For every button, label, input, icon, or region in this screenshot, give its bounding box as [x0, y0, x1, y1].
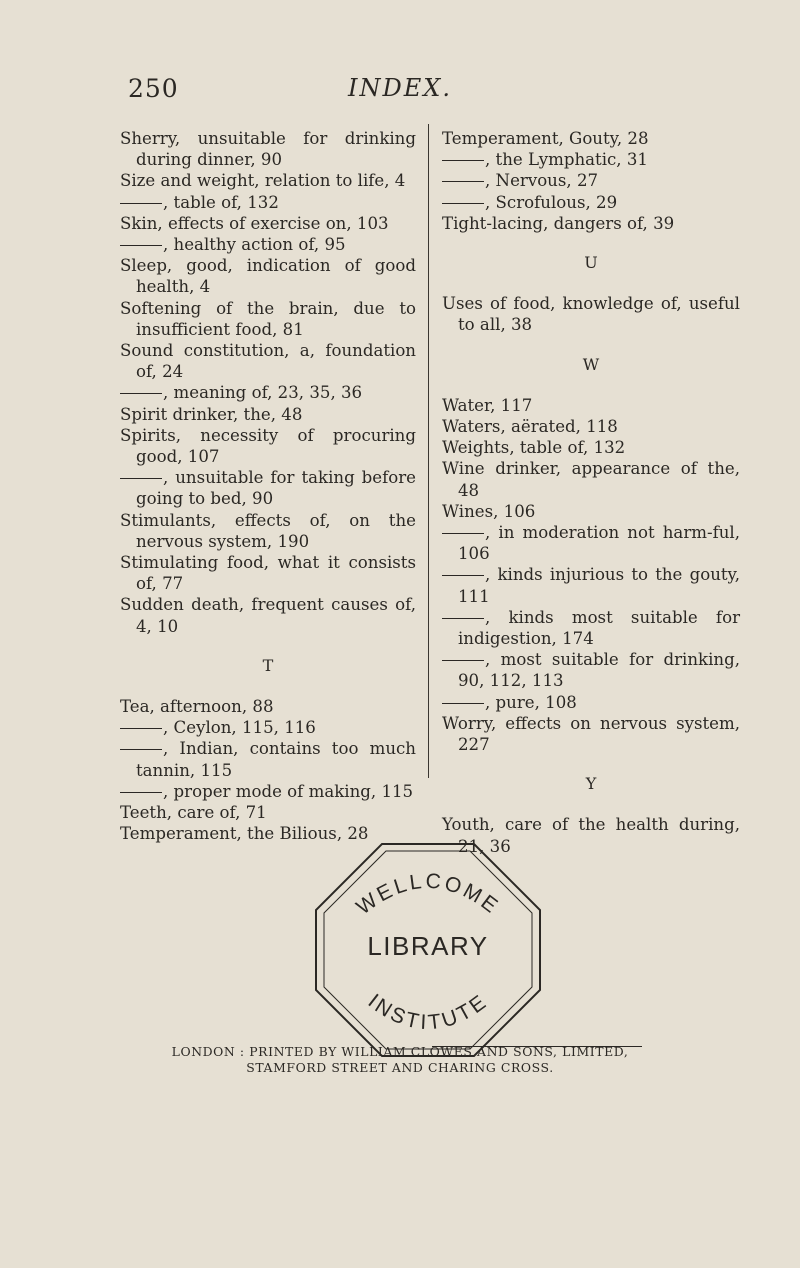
section-letter: U — [584, 253, 598, 273]
index-entry: Temperament, Gouty, 28 — [442, 129, 649, 148]
index-entry: Tea, afternoon, 88 — [120, 697, 274, 717]
stamp-bottom-arc-text: INSTITUTE — [363, 989, 493, 1035]
index-subentry: , meaning of, 23, 35, 36 — [120, 382, 416, 403]
index-entry: Weights, table of, 132 — [442, 438, 626, 458]
imprint-line-1: LONDON : PRINTED BY WILLIAM CLOWES AND SONS, LIMITED, — [171, 1044, 629, 1059]
index-entry: Stimulants, effects of, on the nervous system, 190 — [120, 510, 416, 551]
column-divider — [428, 124, 429, 778]
index-subentry: , Ceylon, 115, 116 — [120, 717, 416, 738]
index-entry: Wine drinker, appearance of the, 48 — [442, 459, 740, 500]
index-subentry: , pure, 108 — [442, 692, 740, 713]
index-entry: Sleep, good, indication of good health, 4 — [120, 256, 416, 297]
index-subentry: , Nervous, 27 — [442, 170, 740, 191]
index-entry: Teeth, care of, 71 — [120, 803, 267, 823]
index-entry: Softening of the brain, due to insufficient food, 81 — [120, 298, 416, 339]
index-entry: Uses of food, knowledge of, useful to all, 38 — [442, 294, 740, 335]
index-entry: Waters, aërated, 118 — [442, 417, 618, 437]
library-stamp — [308, 838, 548, 1062]
index-subentry: , kinds most suitable for indigestion, 174 — [442, 607, 740, 649]
section-letter: Y — [585, 774, 597, 794]
index-entry: Tight-lacing, dangers of, 39 — [442, 213, 675, 233]
index-subentry: , kinds injurious to the gouty, 111 — [442, 564, 740, 606]
index-entry: Temperament, the Bilious, 28 — [120, 824, 369, 844]
index-entry: Sound constitution, a, foundation of, 24 — [120, 341, 416, 382]
index-subentry: , in moderation not harm-ful, 106 — [442, 522, 740, 564]
index-entry: Youth, care of the health during, 21, 36 — [442, 815, 740, 856]
index-entry: Wines, 106 — [442, 501, 536, 521]
page-header — [0, 74, 800, 114]
index-entry: Spirits, necessity of procuring good, 107 — [120, 425, 416, 467]
index-entry: Water, 117 — [442, 395, 533, 415]
index-entry: Sudden death, frequent causes of, 4, 10 — [120, 595, 416, 636]
index-subentry: , Scrofulous, 29 — [442, 192, 740, 213]
index-entry: Skin, effects of exercise on, 103 — [120, 213, 389, 233]
index-entry: Worry, effects on nervous system, 227 — [442, 713, 740, 755]
index-subentry: , proper mode of making, 115 — [120, 781, 416, 802]
index-subentry: , the Lymphatic, 31 — [442, 149, 740, 170]
running-title: INDEX. — [348, 74, 452, 102]
page-number: 250 — [128, 74, 179, 103]
imprint-line-2: STAMFORD STREET AND CHARING CROSS. — [246, 1060, 554, 1075]
index-subentry: , healthy action of, 95 — [120, 234, 416, 255]
index-subentry: , most suitable for drinking, 90, 112, 113 — [442, 649, 740, 691]
section-letter: T — [262, 655, 274, 675]
index-subentry: , unsuitable for taking before going to bed, 90 — [120, 467, 416, 509]
section-letter: W — [582, 354, 600, 374]
stamp-top-arc-text: WELLCOME — [352, 869, 504, 920]
index-entry: Spirit drinker, the, 48 — [120, 404, 303, 424]
index-entry: Size and weight, relation to life, 4 — [120, 171, 406, 191]
index-column-right — [442, 128, 740, 857]
index-subentry: , Indian, contains too much tannin, 115 — [120, 738, 416, 780]
stamp-center-text: LIBRARY — [367, 931, 489, 961]
index-entry: Sherry, unsuitable for drinking during dinner, 90 — [120, 129, 416, 170]
index-entry: Stimulating food, what it consists of, 77 — [120, 553, 416, 594]
index-subentry: , table of, 132 — [120, 192, 416, 213]
index-column-left — [120, 128, 416, 845]
